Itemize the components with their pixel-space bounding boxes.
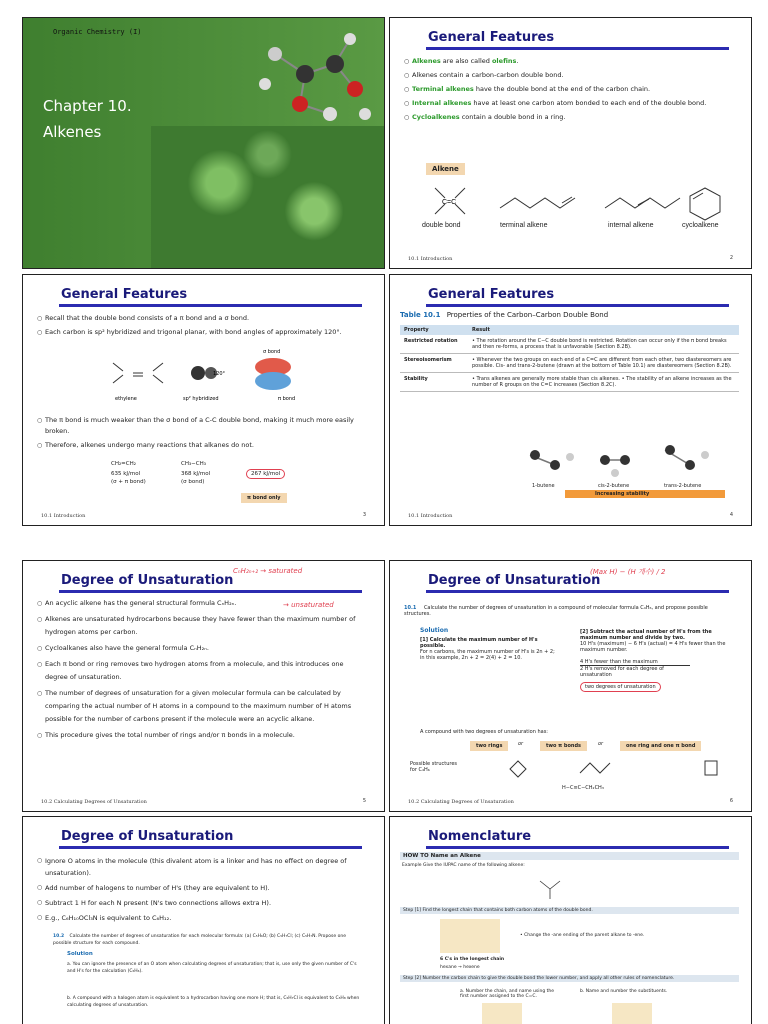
step-2-a: a. Number the chain, and name using the first number assigned to the C=C.	[460, 989, 555, 999]
problem: 10.1 Calculate the number of degrees of unsaturation in a compound of molecular formula C₄H₆, and propose possible structures.	[404, 605, 708, 617]
title-underline	[426, 47, 729, 50]
step-1-caption: 6 C's in the longest chain	[440, 957, 505, 962]
slide-title: General Features	[428, 30, 555, 45]
chapter-title	[43, 93, 132, 145]
slide-3[interactable]: General Features ○ Recall that the double bond consists of a π bond and a σ bond. ○ Each carbon is sp² hybridized and trigonal planar, with bond angles of approximately 120°. 120° σ bond π bond ethylene sp² hybridized ○ The π bond is much weaker than the σ bond of a C-C double bond, making it much more easily broken. ○ Therefore, alkenes undergo many reactions that alkanes do not. CH₂=CH₂ 635 kJ/mol (σ + π bond) CH₃−CH₃ 368 kJ/mol (σ bond) 267 kJ/mol π bond only 10.1 Introduction 3	[22, 274, 385, 526]
bullet-item: ○ Cycloalkanes also have the general formula CₙH₂ₙ.	[37, 642, 364, 655]
slide-footer: 10.1 Introduction	[408, 513, 453, 519]
bullet-item: ○ The number of degrees of unsaturation for a given molecular formula can be calculated by comparing the actual number of H atoms in a compound to the maximum number of H atoms possible for the number of carbons present if the molecule were an acyclic alkane.	[37, 687, 364, 726]
step-2: [2] Subtract the actual number of H's from the maximum number and divide by two. 10 H's (maximum) − 6 H's (actual) = 4 H's fewer than the maximum number. 4 H's fewer than the maximum 2 H's removed for each degree of unsaturation two degrees of unsaturation	[580, 629, 726, 690]
svg-text:120°: 120°	[213, 371, 226, 377]
bullet-item: ○ Recall that the double bond consists of a π bond and a σ bond.	[37, 313, 364, 324]
step-1-structure	[440, 919, 500, 953]
step-2: Step [2] Number the carbon chain to give the double bond the lower number, and apply all other rules of nomenclature.	[400, 975, 739, 982]
slide-5[interactable]	[22, 560, 385, 812]
properties-table: Property Result Restricted rotation • The rotation around the C−C double bond is restricted. Rotation can occur only if the π bond breaks and then re-forms, a process that is unfavorable (Section 8.2B). Stereoisomerism • Whenever the two groups on each end of a C=C are different from each other, two diastereomers are possible. Cis- and trans-2-butene (drawn at the bottom of Table 10.1) are diastereomers (Section 8.2B). Stability • Trans alkenes are generally more stable than cis alkenes. • The stability of an alkene increases as the number of R groups on the C=C increases (Section 8.2C).	[400, 325, 739, 392]
title-underline	[426, 846, 729, 849]
chapter-number: Chapter 10.	[43, 97, 132, 115]
step-2-b: b. Name and number the substituents.	[580, 989, 668, 994]
slide-footer: 10.2 Calculating Degrees of Unsaturation	[408, 799, 514, 805]
page-number: 2	[729, 255, 733, 261]
solution-label: Solution	[420, 627, 449, 634]
handwritten-note: CₙH₂ₙ₊₂ → saturated	[233, 567, 303, 575]
table-row: Stereoisomerism • Whenever the two groups on each end of a C=C are different from each other, two diastereomers are possible. Cis- and trans-2-butene (drawn at the bottom of Table 10.1) are diastereomers (Section 8.2B).	[400, 354, 739, 373]
title-underline	[426, 590, 729, 593]
bullet-item: ○ Each π bond or ring removes two hydrogen atoms from a molecule, and this introduces one degree of unsaturation.	[37, 658, 364, 684]
title-underline	[59, 846, 362, 849]
bullet-item: ○ Cycloalkenes contain a double bond in a ring.	[404, 112, 731, 123]
bullet-list	[37, 313, 364, 341]
possible-structures	[500, 757, 740, 781]
table-row: Stability • Trans alkenes are generally more stable than cis alkenes. • The stability of an alkene increases as the number of R groups on the C=C increases (Section 8.2C).	[400, 373, 739, 392]
solution-label: Solution	[67, 951, 93, 957]
slide-2[interactable]: General Features ○ Alkenes are also called olefins. ○ Alkenes contain a carbon-carbon double bond. ○ Terminal alkenes have the double bond at the end of the carbon chain. ○ Internal alkenes have at least one carbon atom bonded to each end of the double bond. ○ Cycloalkenes contain a double bond in a ring. Alkene C=C double bond terminal alkene internal alkene cycloalkene 10.1 Introduction 2	[389, 17, 752, 269]
title-underline	[59, 304, 362, 307]
pi-bond-only-box: π bond only	[241, 493, 287, 503]
slide-4[interactable]: General Features Table 10.1 Properties of the Carbon–Carbon Double Bond Property Result Restricted rotation • The rotation around the C−C double bond is restricted. Rotation can occur only if the π bond breaks and then re-forms, a process that is unfavorable (Section 8.2B). Stereoisomerism • Whenever the two groups on each end of a C=C are different from each other, two diastereomers are possible. Cis- and trans-2-butene (drawn at the bottom of Table 10.1) are diastereomers (Section 8.2B). Stability • Trans alkenes are generally more stable than cis alkenes. • The stability of an alkene increases as the number of R groups on the C=C increases (Section 8.2C). 1-butene cis-2-butene trans-2-butene Increasing stability 10.1 Introduction 4	[389, 274, 752, 526]
double-bond-formula: C=C	[442, 199, 457, 206]
bullet-item: ○ The π bond is much weaker than the σ bond of a C-C double bond, making it much more easily broken.	[37, 415, 364, 437]
slide-7[interactable]	[22, 816, 385, 1024]
svg-text:ethylene: ethylene	[115, 396, 137, 402]
ethylene-figure	[103, 345, 323, 405]
title-underline	[426, 304, 729, 307]
bullet-item: ○ This procedure gives the total number of rings and/or π bonds in a molecule.	[37, 729, 364, 742]
slide-6[interactable]: Degree of Unsaturation (Max H) − (H 개수) / 2 10.1 Calculate the number of degrees of unsaturation in a compound of molecular formula C₄H₆, and propose possible structures. Solution [1] Calculate the maximum number of H's possible. For n carbons, the maximum number of H's is 2n + 2; in this example, 2n + 2 = 2(4) + 2 = 10. [2] Subtract the actual number of H's from the maximum number and divide by two. 10 H's (maximum) − 6 H's (actual) = 4 H's fewer than the maximum number. 4 H's fewer than the maximum 2 H's removed for each degree of unsaturation two degrees of unsaturation A compound with two degrees of unsaturation has: two rings or two π bonds or one ring and one π bond Possible structures for C₄H₆ H−C≡C−CH₂CH₃ 10.2 Calculating Degrees of Unsaturation 6	[389, 560, 752, 812]
howto-header: HOW TO Name an Alkene	[400, 852, 739, 860]
slide-title: Degree of Unsaturation	[61, 829, 234, 844]
possible-structures-label: Possible structures for C₄H₆	[410, 761, 458, 773]
alkyne-structure: H−C≡C−CH₂CH₃	[562, 785, 604, 791]
page-number: 3	[362, 512, 366, 518]
compound-line: A compound with two degrees of unsaturation has:	[420, 729, 548, 735]
slide-8[interactable]	[389, 816, 752, 1024]
bullet-item: ○ Subtract 1 H for each N present (N's two connections allows extra H).	[37, 897, 364, 909]
solution-b: b. A compound with a halogen atom is equivalent to a hydrocarbon having one more H; that is, C₅H₇Cl is equivalent to C₅H₈ when calculating degrees of unsaturation.	[67, 996, 360, 1008]
energy-result: 267 kJ/mol	[246, 469, 285, 479]
page-number: 4	[729, 512, 733, 518]
page-number: 6	[729, 798, 733, 804]
example: Example Give the IUPAC name of the following alkene:	[402, 863, 525, 868]
alkene-structures	[420, 178, 740, 228]
bullet-item: ○ Alkenes are unsaturated hydrocarbons because they have fewer than the maximum number of hydrogen atoms per carbon.	[37, 613, 364, 639]
bullet-item: ○ Each carbon is sp² hybridized and trigonal planar, with bond angles of approximately 120°.	[37, 327, 364, 338]
step-1: [1] Calculate the maximum number of H's possible. For n carbons, the maximum number of H's is 2n + 2; in this example, 2n + 2 = 2(4) + 2 = 10.	[420, 637, 555, 661]
bullet-list	[37, 855, 364, 927]
step-1-arrow: hexane → hexene	[440, 965, 480, 970]
step-1: Step [1] Find the longest chain that contains both carbon atoms of the double bond.	[400, 907, 739, 914]
course-name: Organic Chemistry (I)	[53, 28, 142, 36]
alkene-label: Alkene	[426, 163, 465, 175]
slide-title: General Features	[61, 287, 188, 302]
page-number: 5	[362, 798, 366, 804]
slide-title: General Features	[428, 287, 555, 302]
step-1-note: • Change the -ane ending of the parent alkane to -ene.	[520, 933, 645, 938]
example-structure	[520, 871, 580, 905]
stability-arrow-label: Increasing stability	[595, 491, 650, 497]
problem: 10.2 Calculate the number of degrees of unsaturation for each molecular formula: (a) C₅H₆O; (b) C₅H₇Cl; (c) C₅H₇N. Propose one possible structure for each compound.	[53, 934, 346, 946]
slide-title: Nomenclature	[428, 829, 532, 844]
bullet-item: ○ Terminal alkenes have the double bond at the end of the carbon chain.	[404, 84, 731, 95]
slide-1[interactable]	[22, 17, 385, 269]
slide-footer: 10.2 Calculating Degrees of Unsaturation	[41, 799, 147, 805]
table-row: Restricted rotation • The rotation around the C−C double bond is restricted. Rotation can occur only if the π bond breaks and then re-forms, a process that is unfavorable (Section 8.2B).	[400, 335, 739, 354]
step-2-structure-b	[612, 1003, 652, 1024]
bullet-item: ○ Alkenes contain a carbon-carbon double bond.	[404, 70, 731, 81]
handwritten-note: (Max H) − (H 개수) / 2	[590, 568, 666, 576]
bullet-item: ○ An acyclic alkene has the general structural formula CₙH₂ₙ.	[37, 597, 364, 610]
molecule-model-icon	[245, 24, 380, 134]
chapter-topic: Alkenes	[43, 123, 102, 141]
bullet-list	[404, 56, 731, 126]
table-caption: Table 10.1 Properties of the Carbon–Carbon Double Bond	[400, 311, 609, 319]
solution-a: a. You can ignore the presence of an O atom when calculating degrees of unsaturation; that is, use only the given number of C's and H's for the calculation (C₅H₆).	[67, 962, 357, 974]
slide-footer: 10.1 Introduction	[408, 256, 453, 262]
handwritten-note: → unsaturated	[283, 601, 334, 609]
bullet-list	[37, 597, 364, 745]
bullet-list-2	[37, 415, 364, 454]
svg-text:σ bond: σ bond	[263, 349, 281, 355]
slide-title: Degree of Unsaturation	[61, 573, 234, 588]
slide-title: Degree of Unsaturation	[428, 573, 601, 588]
bullet-item: ○ Internal alkenes have at least one carbon atom bonded to each end of the double bond.	[404, 98, 731, 109]
bullet-item: ○ E.g., C₆H₁₀OCl₃N is equivalent to C₆H₁₂.	[37, 912, 364, 924]
svg-text:sp² hybridized: sp² hybridized	[183, 396, 219, 402]
title-underline	[59, 590, 362, 593]
slide-footer: 10.1 Introduction	[41, 513, 86, 519]
bullet-item: ○ Ignore O atoms in the molecule (this divalent atom is a linker and has no effect on degree of unsaturation).	[37, 855, 364, 879]
plant-photo	[151, 126, 384, 268]
svg-text:π bond: π bond	[278, 396, 296, 402]
step-2-structure-a	[482, 1003, 522, 1024]
bullet-item: ○ Add number of halogens to number of H's (they are equivalent to H).	[37, 882, 364, 894]
bullet-item: ○ Therefore, alkenes undergo many reactions that alkanes do not.	[37, 440, 364, 451]
bullet-item: ○ Alkenes are also called olefins.	[404, 56, 731, 67]
